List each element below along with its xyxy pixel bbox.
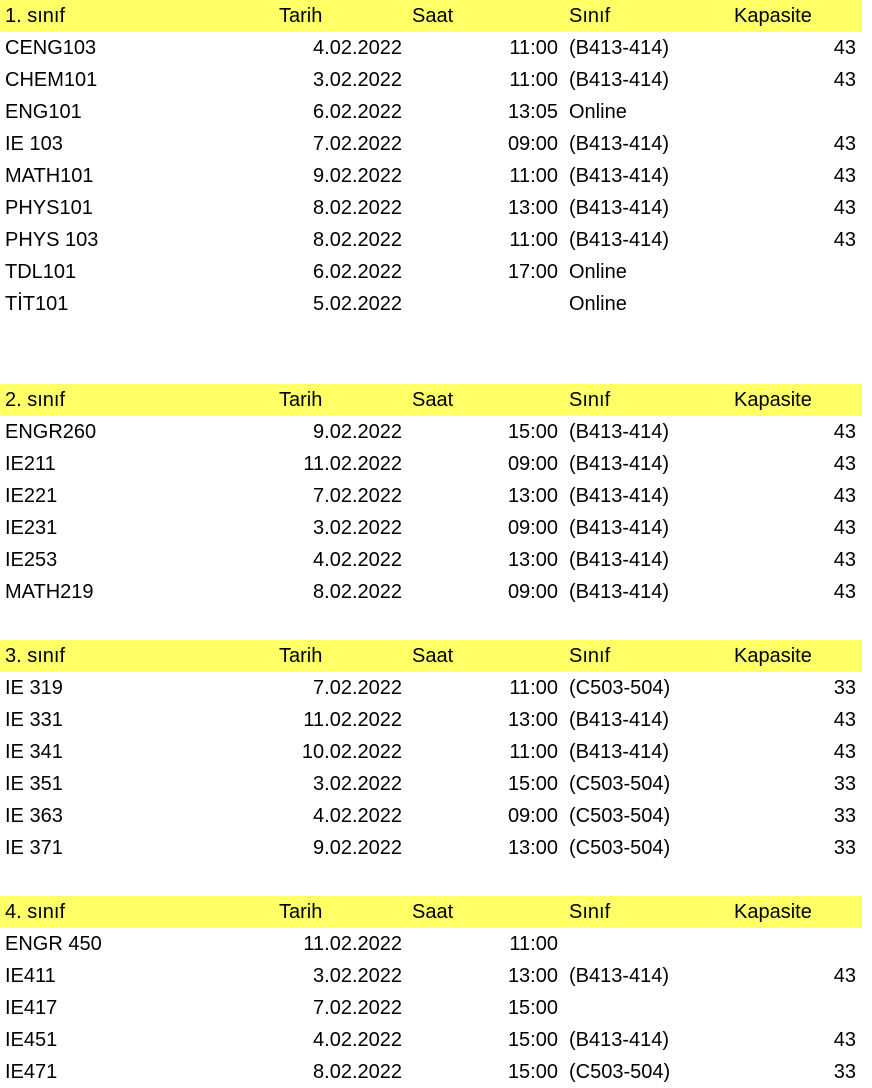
room-capacity [720, 288, 856, 320]
column-header-room: Sınıf [569, 389, 611, 411]
course-code: IE 371 [5, 837, 63, 859]
room-capacity: 43 [833, 453, 856, 475]
course-code: CENG103 [5, 37, 97, 59]
room-capacity [720, 256, 856, 288]
section-title: 3. sınıf [5, 645, 66, 667]
exam-date: 7.02.2022 [313, 133, 402, 155]
room-capacity: 33 [833, 837, 856, 859]
exam-time: 13:00 [507, 485, 558, 507]
room-capacity: 43 [833, 133, 856, 155]
room-capacity: 33 [833, 773, 856, 795]
course-code: MATH101 [5, 165, 94, 187]
exam-date: 4.02.2022 [313, 37, 402, 59]
exam-date: 7.02.2022 [313, 997, 402, 1019]
exam-time: 11:00 [509, 933, 558, 955]
course-code: ENGR 450 [5, 933, 102, 955]
exam-time: 11:00 [509, 165, 558, 187]
column-header-time: Saat [412, 901, 454, 923]
table-row [0, 960, 872, 992]
exam-room: (C503-504) [569, 677, 671, 699]
room-capacity: 43 [833, 581, 856, 603]
table-row [0, 160, 872, 192]
course-code: IE 363 [5, 805, 63, 827]
room-capacity [720, 96, 856, 128]
exam-date: 8.02.2022 [313, 581, 402, 603]
column-header-time: Saat [412, 5, 454, 27]
exam-time: 11:00 [509, 677, 558, 699]
room-capacity: 43 [833, 517, 856, 539]
course-code: IE221 [5, 485, 58, 507]
table-row [0, 256, 872, 288]
exam-time: 17:00 [507, 261, 558, 283]
table-row [0, 1056, 872, 1088]
room-capacity [720, 992, 856, 1024]
exam-room: (B413-414) [569, 133, 670, 155]
table-row [0, 800, 872, 832]
exam-time [440, 288, 558, 320]
room-capacity: 43 [833, 741, 856, 763]
exam-date: 4.02.2022 [313, 805, 402, 827]
exam-date: 3.02.2022 [313, 517, 402, 539]
course-code: TİT101 [5, 293, 69, 315]
exam-time: 15:00 [507, 997, 558, 1019]
column-header-date: Tarih [279, 5, 323, 27]
exam-date: 11.02.2022 [303, 709, 402, 731]
exam-room: (B413-414) [569, 741, 670, 763]
exam-date: 7.02.2022 [313, 485, 402, 507]
room-capacity: 43 [833, 421, 856, 443]
exam-room: (B413-414) [569, 709, 670, 731]
table-row [0, 288, 872, 320]
table-row [0, 576, 872, 608]
column-header-capacity: Kapasite [734, 5, 812, 27]
course-code: IE 103 [5, 133, 63, 155]
table-row [0, 224, 872, 256]
room-capacity: 43 [833, 1029, 856, 1051]
table-row [0, 128, 872, 160]
course-code: IE411 [5, 965, 56, 987]
table-row [0, 768, 872, 800]
section-title: 1. sınıf [5, 5, 66, 27]
course-code: ENG101 [5, 101, 82, 123]
section-year-3 [0, 640, 872, 864]
exam-time: 11:00 [509, 741, 558, 763]
section-header [0, 640, 862, 672]
exam-room: (B413-414) [569, 69, 670, 91]
exam-time: 15:00 [507, 773, 558, 795]
table-row [0, 928, 872, 960]
course-code: IE253 [5, 549, 58, 571]
room-capacity: 43 [833, 37, 856, 59]
exam-date: 9.02.2022 [313, 837, 402, 859]
column-header-room: Sınıf [569, 5, 611, 27]
exam-date: 6.02.2022 [313, 261, 402, 283]
column-header-date: Tarih [279, 389, 323, 411]
section-year-4 [0, 896, 872, 1088]
exam-date: 5.02.2022 [313, 293, 402, 315]
exam-room: (B413-414) [569, 421, 670, 443]
exam-time: 15:00 [507, 421, 558, 443]
section-year-2 [0, 384, 872, 608]
column-header-date: Tarih [279, 645, 323, 667]
room-capacity: 43 [833, 197, 856, 219]
room-capacity: 33 [833, 677, 856, 699]
exam-time: 13:05 [507, 101, 558, 123]
column-header-room: Sınıf [569, 645, 611, 667]
exam-date: 8.02.2022 [313, 197, 402, 219]
column-header-capacity: Kapasite [734, 389, 812, 411]
course-code: IE417 [5, 997, 58, 1019]
exam-date: 3.02.2022 [313, 69, 402, 91]
table-row [0, 992, 872, 1024]
course-code: IE471 [5, 1061, 58, 1083]
section-header [0, 896, 862, 928]
exam-date: 9.02.2022 [313, 421, 402, 443]
table-row [0, 448, 872, 480]
column-header-capacity: Kapasite [734, 645, 812, 667]
table-row [0, 416, 872, 448]
course-code: TDL101 [5, 261, 77, 283]
exam-date: 11.02.2022 [303, 933, 402, 955]
room-capacity: 43 [833, 485, 856, 507]
course-code: IE 341 [5, 741, 63, 763]
exam-time: 09:00 [507, 581, 558, 603]
exam-time: 11:00 [509, 37, 558, 59]
column-header-capacity: Kapasite [734, 901, 812, 923]
table-row [0, 672, 872, 704]
exam-room: Online [569, 101, 627, 123]
exam-date: 3.02.2022 [313, 773, 402, 795]
room-capacity: 43 [833, 549, 856, 571]
exam-room: (B413-414) [569, 453, 670, 475]
exam-room: (B413-414) [569, 517, 670, 539]
room-capacity: 33 [833, 1061, 856, 1083]
exam-time: 13:00 [507, 837, 558, 859]
exam-date: 4.02.2022 [313, 549, 402, 571]
course-code: PHYS101 [5, 197, 93, 219]
course-code: PHYS 103 [5, 229, 99, 251]
exam-date: 8.02.2022 [313, 1061, 402, 1083]
room-capacity: 43 [833, 165, 856, 187]
exam-time: 09:00 [507, 517, 558, 539]
section-header [0, 384, 862, 416]
column-header-date: Tarih [279, 901, 323, 923]
course-code: IE 319 [5, 677, 63, 699]
exam-date: 3.02.2022 [313, 965, 402, 987]
exam-date: 11.02.2022 [303, 453, 402, 475]
exam-time: 15:00 [507, 1061, 558, 1083]
exam-time: 09:00 [507, 133, 558, 155]
exam-time: 13:00 [507, 197, 558, 219]
table-row [0, 192, 872, 224]
exam-room: (B413-414) [569, 37, 670, 59]
exam-room: (B413-414) [569, 485, 670, 507]
exam-date: 10.02.2022 [301, 741, 402, 763]
exam-date: 8.02.2022 [313, 229, 402, 251]
table-row [0, 32, 872, 64]
exam-time: 09:00 [507, 805, 558, 827]
course-code: ENGR260 [5, 421, 97, 443]
exam-date: 9.02.2022 [313, 165, 402, 187]
section-header [0, 0, 862, 32]
course-code: IE 331 [5, 709, 63, 731]
exam-room: (B413-414) [569, 965, 670, 987]
room-capacity: 43 [833, 69, 856, 91]
room-capacity: 33 [833, 805, 856, 827]
table-row [0, 544, 872, 576]
table-row [0, 512, 872, 544]
table-row [0, 480, 872, 512]
course-code: IE211 [5, 453, 56, 475]
section-title: 4. sınıf [5, 901, 66, 923]
exam-time: 13:00 [507, 709, 558, 731]
table-row [0, 736, 872, 768]
course-code: MATH219 [5, 581, 94, 603]
exam-room: Online [569, 293, 627, 315]
room-capacity: 43 [833, 709, 856, 731]
course-code: CHEM101 [5, 69, 98, 91]
section-title: 2. sınıf [5, 389, 66, 411]
exam-room: (B413-414) [569, 581, 670, 603]
exam-room: (B413-414) [569, 549, 670, 571]
table-row [0, 1024, 872, 1056]
section-year-1 [0, 0, 872, 320]
table-row [0, 96, 872, 128]
room-capacity: 43 [833, 965, 856, 987]
exam-room: (C503-504) [569, 773, 671, 795]
exam-date: 6.02.2022 [313, 101, 402, 123]
table-row [0, 64, 872, 96]
course-code: IE231 [5, 517, 58, 539]
exam-room: Online [569, 261, 627, 283]
exam-room: (C503-504) [569, 1061, 671, 1083]
room-capacity: 43 [833, 229, 856, 251]
exam-time: 09:00 [507, 453, 558, 475]
exam-room: (B413-414) [569, 165, 670, 187]
column-header-room: Sınıf [569, 901, 611, 923]
exam-time: 13:00 [507, 549, 558, 571]
exam-date: 7.02.2022 [313, 677, 402, 699]
column-header-time: Saat [412, 389, 454, 411]
table-row [0, 704, 872, 736]
table-row [0, 832, 872, 864]
exam-date: 4.02.2022 [313, 1029, 402, 1051]
exam-time: 11:00 [509, 69, 558, 91]
exam-time: 11:00 [509, 229, 558, 251]
exam-time: 13:00 [507, 965, 558, 987]
exam-room: (C503-504) [569, 805, 671, 827]
exam-room: (B413-414) [569, 197, 670, 219]
exam-room: (B413-414) [569, 1029, 670, 1051]
exam-time: 15:00 [507, 1029, 558, 1051]
course-code: IE 351 [5, 773, 63, 795]
exam-room: (B413-414) [569, 229, 670, 251]
room-capacity [720, 928, 856, 960]
exam-room: (C503-504) [569, 837, 671, 859]
course-code: IE451 [5, 1029, 58, 1051]
column-header-time: Saat [412, 645, 454, 667]
